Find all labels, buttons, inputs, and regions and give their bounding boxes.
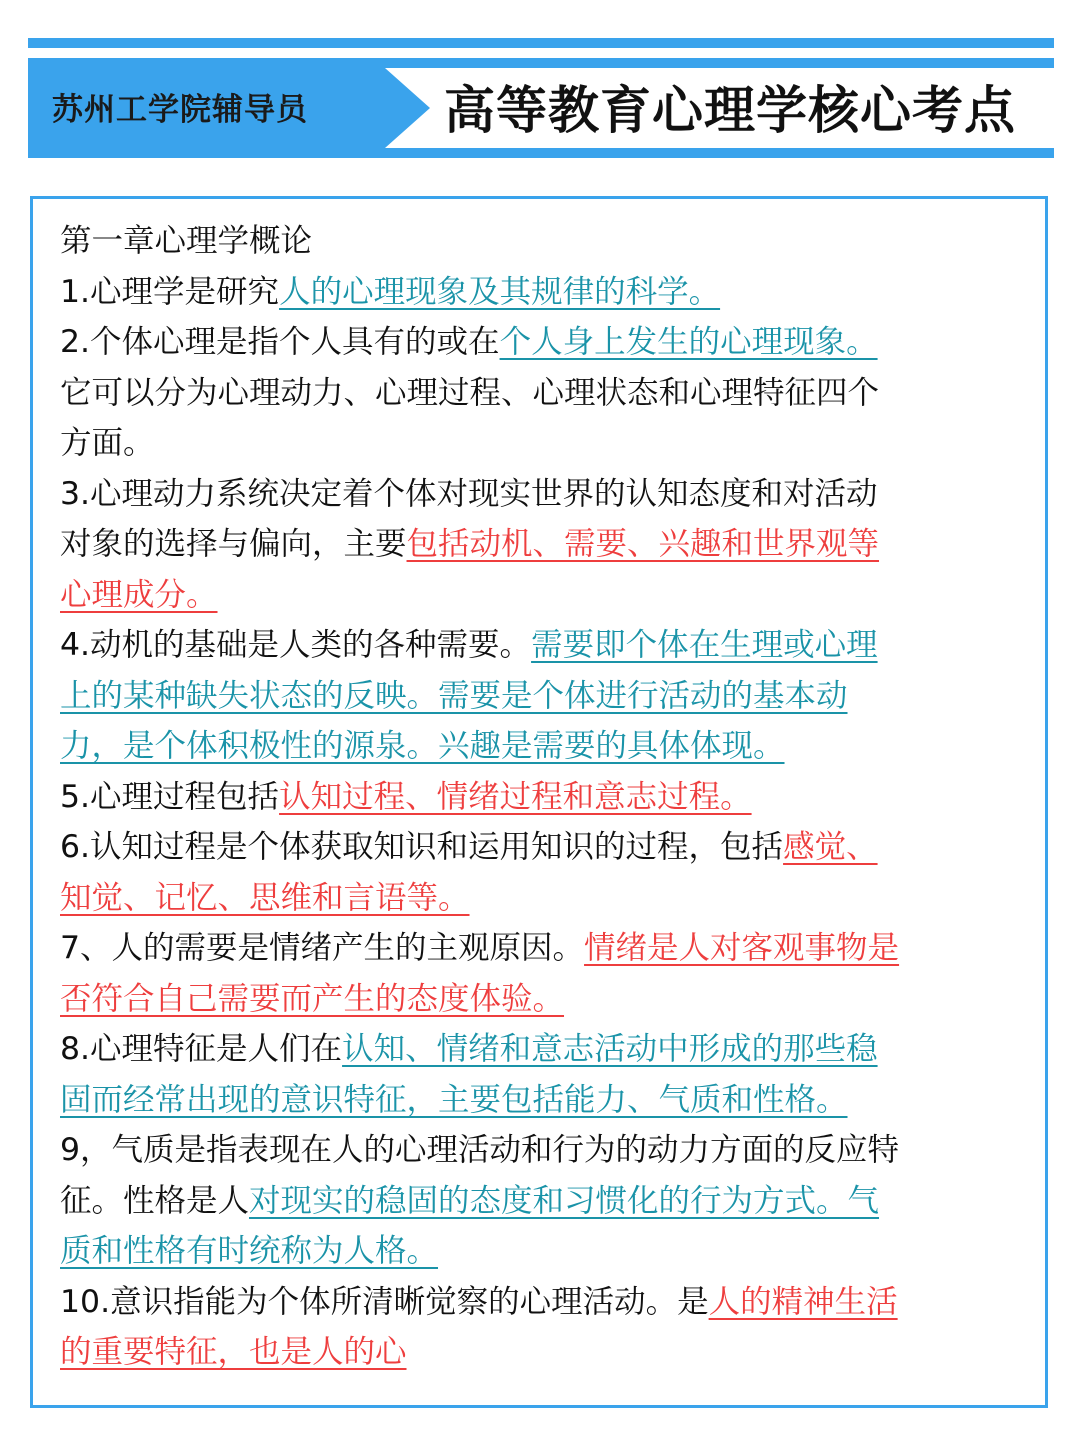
highlight-blue: 个人身上发生的心理现象。 bbox=[499, 324, 878, 360]
note-line bbox=[60, 1226, 1026, 1277]
note-line bbox=[60, 721, 1026, 772]
note-line: 2.个体心理是指个人具有的或在个人身上发生的心理现象。 bbox=[60, 324, 878, 360]
note-line: 5.心理过程包括认知过程、情绪过程和意志过程。 bbox=[60, 778, 752, 815]
note-line: 4.动机的基础是人类的各种需要。需要即个体在生理或心理 bbox=[60, 627, 878, 663]
highlight-blue: 对现实的稳固的态度和习惯化的行为方式。气 bbox=[249, 1182, 880, 1219]
highlight-blue: 力，是个体积极性的源泉。兴趣是需要的具体体现。 bbox=[60, 728, 785, 764]
note-line: 对象的选择与偏向，主要包括动机、需要、兴趣和世界观等 bbox=[60, 526, 880, 562]
highlight-red: 感觉、 bbox=[783, 829, 878, 865]
author-badge: 苏州工学院辅导员 bbox=[52, 92, 308, 128]
highlight-blue: 固而经常出现的意识特征，主要包括能力、气质和性格。 bbox=[60, 1081, 848, 1118]
top-stripe bbox=[28, 38, 1054, 48]
highlight-red: 心理成分。 bbox=[60, 576, 218, 613]
highlight-blue: 需要即个体在生理或心理 bbox=[531, 627, 878, 663]
note-line bbox=[60, 1327, 1026, 1378]
highlight-red: 的重要特征，也是人的心 bbox=[60, 1334, 407, 1370]
highlight-red: 包括动机、需要、兴趣和世界观等 bbox=[406, 526, 880, 562]
note-line: 10.意识指能为个体所清晰觉察的心理活动。是人的精神生活 bbox=[60, 1283, 898, 1320]
note-line: 8.心理特征是人们在认知、情绪和意志活动中形成的那些稳 bbox=[60, 1031, 878, 1067]
note-line: 3.心理动力系统决定着个体对现实世界的认知态度和对活动 bbox=[60, 475, 878, 512]
note-line bbox=[60, 570, 1026, 621]
highlight-blue: 认知、情绪和意志活动中形成的那些稳 bbox=[342, 1031, 878, 1067]
note-line bbox=[60, 1075, 1026, 1126]
note-line: 7、人的需要是情绪产生的主观原因。情绪是人对客观事物是 bbox=[60, 930, 900, 966]
highlight-blue: 人的心理现象及其规律的科学。 bbox=[279, 273, 721, 310]
highlight-red: 人的精神生活 bbox=[708, 1283, 898, 1320]
notes-body bbox=[60, 216, 1026, 1378]
note-line bbox=[60, 671, 1026, 722]
note-line: 征。性格是人对现实的稳固的态度和习惯化的行为方式。气 bbox=[60, 1182, 880, 1219]
note-line: 它可以分为心理动力、心理过程、心理状态和心理特征四个 bbox=[60, 374, 880, 411]
highlight-red: 知觉、记忆、思维和言语等。 bbox=[60, 879, 470, 916]
note-line bbox=[60, 873, 1026, 924]
note-line bbox=[60, 974, 1026, 1025]
note-line: 1.心理学是研究人的心理现象及其规律的科学。 bbox=[60, 273, 721, 310]
highlight-blue: 上的某种缺失状态的反映。需要是个体进行活动的基本动 bbox=[60, 677, 848, 714]
note-line: 6.认知过程是个体获取知识和运用知识的过程，包括感觉、 bbox=[60, 829, 878, 865]
note-line: 9，气质是指表现在人的心理活动和行为的动力方面的反应特 bbox=[60, 1132, 900, 1168]
highlight-blue: 质和性格有时统称为人格。 bbox=[60, 1233, 439, 1269]
highlight-red: 情绪是人对客观事物是 bbox=[584, 930, 900, 966]
chapter-heading: 第一章心理学概论 bbox=[60, 223, 313, 259]
highlight-red: 认知过程、情绪过程和意志过程。 bbox=[279, 778, 752, 815]
note-line: 方面。 bbox=[60, 425, 155, 461]
page-title: 高等教育心理学核心考点 bbox=[443, 82, 1016, 141]
highlight-red: 否符合自己需要而产生的态度体验。 bbox=[60, 980, 565, 1017]
